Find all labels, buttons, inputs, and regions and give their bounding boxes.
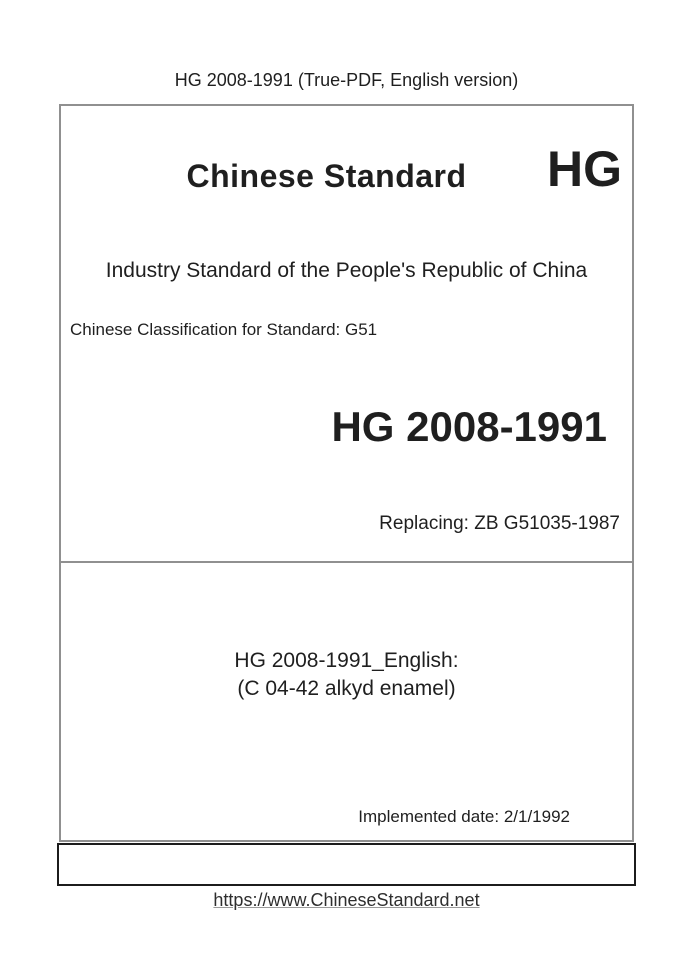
standard-number: HG 2008-1991: [331, 403, 607, 450]
cover-subtitle: Industry Standard of the People's Republic of China: [105, 259, 588, 282]
document-header: HG 2008-1991 (True-PDF, English version): [174, 70, 519, 90]
english-title: [61, 647, 632, 703]
classification-note: Chinese Classification for Standard: G51: [70, 320, 378, 339]
cover-box: [59, 104, 634, 842]
section-divider: [60, 561, 633, 563]
brand-title: Chinese Standard: [186, 158, 467, 194]
brand-code: HG: [547, 141, 622, 197]
replacing-note: Replacing: ZB G51035-1987: [379, 513, 620, 534]
english-title-line1: HG 2008-1991_English:: [234, 649, 459, 672]
implemented-date: Implemented date: 2/1/1992: [358, 807, 570, 826]
page-footer: [0, 890, 693, 911]
footer-link[interactable]: https://www.ChineseStandard.net: [213, 890, 480, 910]
english-title-line2: (C 04-42 alkyd enamel): [237, 677, 456, 700]
bottom-strip-box: [57, 843, 636, 886]
